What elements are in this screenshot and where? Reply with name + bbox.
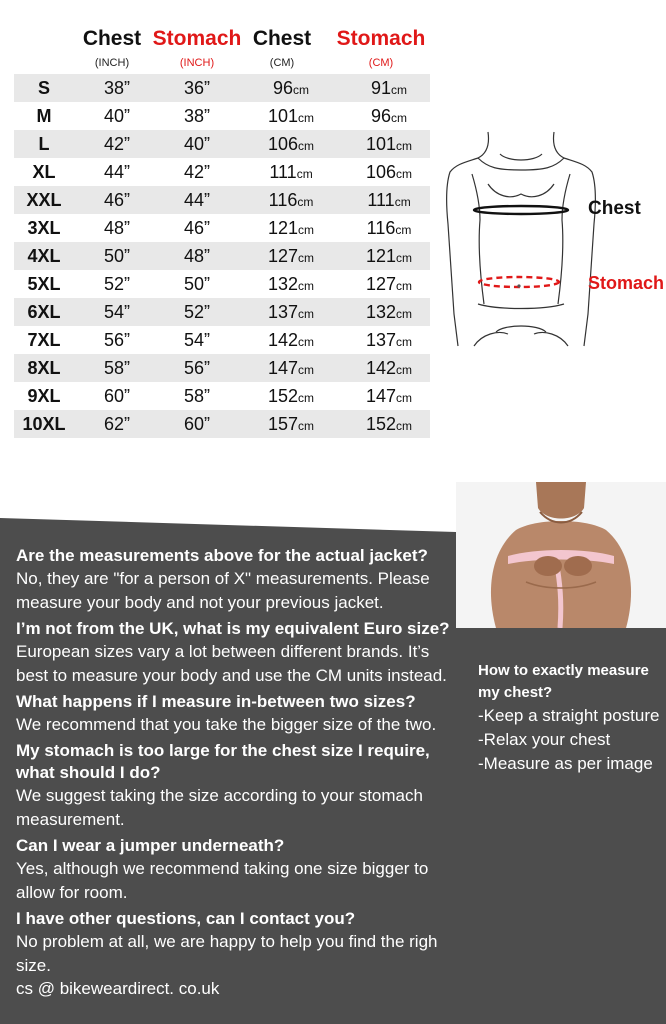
size-row-6xl (14, 298, 430, 326)
chest-cm-cell: 147cm (267, 358, 315, 378)
stomach-inch-cell: 60” (183, 414, 210, 434)
stomach-cm-cell: 132cm (365, 302, 413, 322)
tip-step: -Measure as per image (478, 754, 653, 773)
chest-cm-cell: 157cm (267, 414, 315, 434)
faq-question: I’m not from the UK, what is my equivalent Euro size? (16, 619, 450, 638)
stomach-inch-cell: 40” (183, 134, 210, 154)
tips-title: How to exactly measure my chest? (478, 662, 649, 701)
stomach-inch-cell: 36” (183, 78, 210, 98)
stomach-inch-cell: 56” (183, 358, 210, 378)
faq-section (16, 545, 461, 1001)
size-cell: M (36, 106, 52, 126)
stomach-cm-cell: 121cm (365, 246, 413, 266)
stomach-inch-cell: 46” (183, 218, 210, 238)
chest-cm-cell: 106cm (267, 134, 315, 154)
stomach-cm-cell: 106cm (365, 162, 413, 182)
faq-answer: We recommend that you take the bigger size of the two. (16, 715, 437, 734)
cm-unit: cm (298, 307, 315, 321)
size-cell: 6XL (27, 302, 61, 322)
chest-inch-cell: 38” (103, 78, 130, 98)
size-cell: L (38, 134, 50, 154)
faq-answer: Yes, although we recommend taking one size bigger to allow for room. (16, 859, 429, 902)
faq-item (16, 740, 461, 832)
size-row-4xl (14, 242, 430, 270)
chest-cm-cell: 152cm (267, 386, 315, 406)
contact-email[interactable]: cs @ bikeweardirect. co.uk (16, 979, 220, 998)
cm-unit: cm (298, 279, 315, 293)
size-row-5xl (14, 270, 430, 298)
chest-cm-cell: 116cm (268, 190, 314, 210)
stomach-inch-cell: 44” (183, 190, 210, 210)
stomach-cm-cell: 91cm (370, 78, 408, 98)
cm-unit: cm (298, 363, 315, 377)
diagram-stomach-label: Stomach (588, 273, 665, 293)
cm-unit: cm (391, 111, 408, 125)
chest-cm-cell: 137cm (267, 302, 315, 322)
chest-inch-cell: 42” (103, 134, 130, 154)
faq-question: What happens if I measure in-between two sizes? (16, 692, 416, 711)
faq-question: I have other questions, can I contact you? (16, 909, 356, 928)
chest-inch-cell: 44” (103, 162, 130, 182)
cm-unit: cm (396, 363, 413, 377)
tip-step: -Relax your chest (478, 730, 611, 749)
faq-answer: No problem at all, we are happy to help you find the righ size. (16, 932, 438, 975)
size-row-10xl (14, 410, 430, 438)
stomach-inch-cell: 52” (183, 302, 210, 322)
stomach-cm-cell: 147cm (365, 386, 413, 406)
chest-cm-cell: 121cm (267, 218, 315, 238)
size-row-xl (14, 158, 430, 186)
size-table (14, 74, 430, 438)
chest-measuring-photo (456, 482, 666, 628)
cm-unit: cm (396, 167, 413, 181)
size-cell: XXL (26, 190, 62, 210)
cm-unit: cm (391, 83, 408, 97)
chest-inch-cell: 50” (103, 246, 130, 266)
size-row-s (14, 74, 430, 102)
stomach-cm-cell: 116cm (366, 218, 412, 238)
size-cell: 8XL (27, 358, 61, 378)
stomach-cm-cell: 101cm (365, 134, 413, 154)
stomach-inch-cell: 58” (183, 386, 210, 406)
faq-item (16, 545, 461, 615)
cm-unit: cm (293, 83, 310, 97)
chest-inch-cell: 46” (103, 190, 130, 210)
cm-unit: cm (396, 419, 413, 433)
stomach-cm-cell: 142cm (365, 358, 413, 378)
faq-item (16, 835, 461, 905)
header-stomach-inch: Stomach (INCH) (152, 27, 242, 69)
cm-unit: cm (396, 251, 413, 265)
size-row-7xl (14, 326, 430, 354)
faq-question: My stomach is too large for the chest size I require, what should I do? (16, 741, 430, 782)
size-row-xxl (14, 186, 430, 214)
chest-inch-cell: 56” (103, 330, 130, 350)
size-cell: 5XL (27, 274, 61, 294)
stomach-inch-cell: 48” (183, 246, 210, 266)
cm-unit: cm (396, 279, 413, 293)
size-row-8xl (14, 354, 430, 382)
size-row-3xl (14, 214, 430, 242)
chest-inch-cell: 40” (103, 106, 130, 126)
chest-inch-cell: 58” (103, 358, 130, 378)
stomach-inch-cell: 42” (183, 162, 210, 182)
chest-inch-cell: 54” (103, 302, 130, 322)
stomach-inch-cell: 50” (183, 274, 210, 294)
cm-unit: cm (396, 391, 413, 405)
faq-answer: No, they are "for a person of X" measurements. Please measure your body and not your previous jacket. (16, 569, 430, 612)
cm-unit: cm (298, 419, 315, 433)
faq-item (16, 908, 461, 978)
cm-unit: cm (396, 335, 413, 349)
cm-unit: cm (297, 195, 314, 209)
size-row-m (14, 102, 430, 130)
chest-inch-cell: 60” (103, 386, 130, 406)
header-chest-cm: Chest (CM) (252, 27, 312, 69)
cm-unit: cm (298, 335, 315, 349)
diagram-chest-label: Chest (588, 198, 641, 219)
size-row-l (14, 130, 430, 158)
faq-answer: European sizes vary a lot between different brands. It’s best to measure your body and use the CM units instead. (16, 642, 447, 685)
stomach-cm-cell: 96cm (370, 106, 408, 126)
tip-step: -Keep a straight posture (478, 706, 660, 725)
cm-unit: cm (396, 139, 413, 153)
measure-tips (478, 660, 663, 776)
faq-item (16, 618, 461, 688)
cm-unit: cm (296, 167, 313, 181)
size-cell: 10XL (22, 414, 66, 434)
cm-unit: cm (298, 251, 315, 265)
size-cell: 4XL (27, 246, 61, 266)
cm-unit: cm (298, 391, 315, 405)
chest-cm-cell: 101cm (267, 106, 315, 126)
stomach-cm-cell: 111cm (367, 190, 411, 210)
cm-unit: cm (298, 223, 315, 237)
chest-cm-cell: 142cm (267, 330, 315, 350)
size-cell: XL (32, 162, 56, 182)
cm-unit: cm (298, 111, 315, 125)
size-row-9xl (14, 382, 430, 410)
size-cell: 7XL (27, 330, 61, 350)
chest-inch-cell: 48” (103, 218, 130, 238)
cm-unit: cm (396, 307, 413, 321)
faq-item (16, 691, 461, 737)
stomach-cm-cell: 127cm (365, 274, 413, 294)
cm-unit: cm (395, 223, 412, 237)
stomach-cm-cell: 152cm (365, 414, 413, 434)
faq-question: Are the measurements above for the actual jacket? (16, 546, 428, 565)
faq-answer: We suggest taking the size according to your stomach measurement. (16, 786, 423, 829)
chest-cm-cell: 132cm (267, 274, 315, 294)
size-cell: 3XL (27, 218, 61, 238)
stomach-inch-cell: 54” (183, 330, 210, 350)
chest-cm-cell: 127cm (267, 246, 315, 266)
chest-cm-cell: 111cm (269, 162, 313, 182)
cm-unit: cm (298, 139, 315, 153)
faq-question: Can I wear a jumper underneath? (16, 836, 285, 855)
header-chest-inch: Chest (INCH) (82, 27, 142, 69)
header-stomach-cm: Stomach (CM) (336, 27, 426, 69)
stomach-inch-cell: 38” (183, 106, 210, 126)
chest-cm-cell: 96cm (272, 78, 310, 98)
chest-inch-cell: 52” (103, 274, 130, 294)
stomach-cm-cell: 137cm (365, 330, 413, 350)
size-cell: 9XL (27, 386, 61, 406)
cm-unit: cm (394, 195, 411, 209)
torso-diagram (438, 124, 604, 350)
size-cell: S (37, 78, 50, 98)
chest-inch-cell: 62” (103, 414, 130, 434)
